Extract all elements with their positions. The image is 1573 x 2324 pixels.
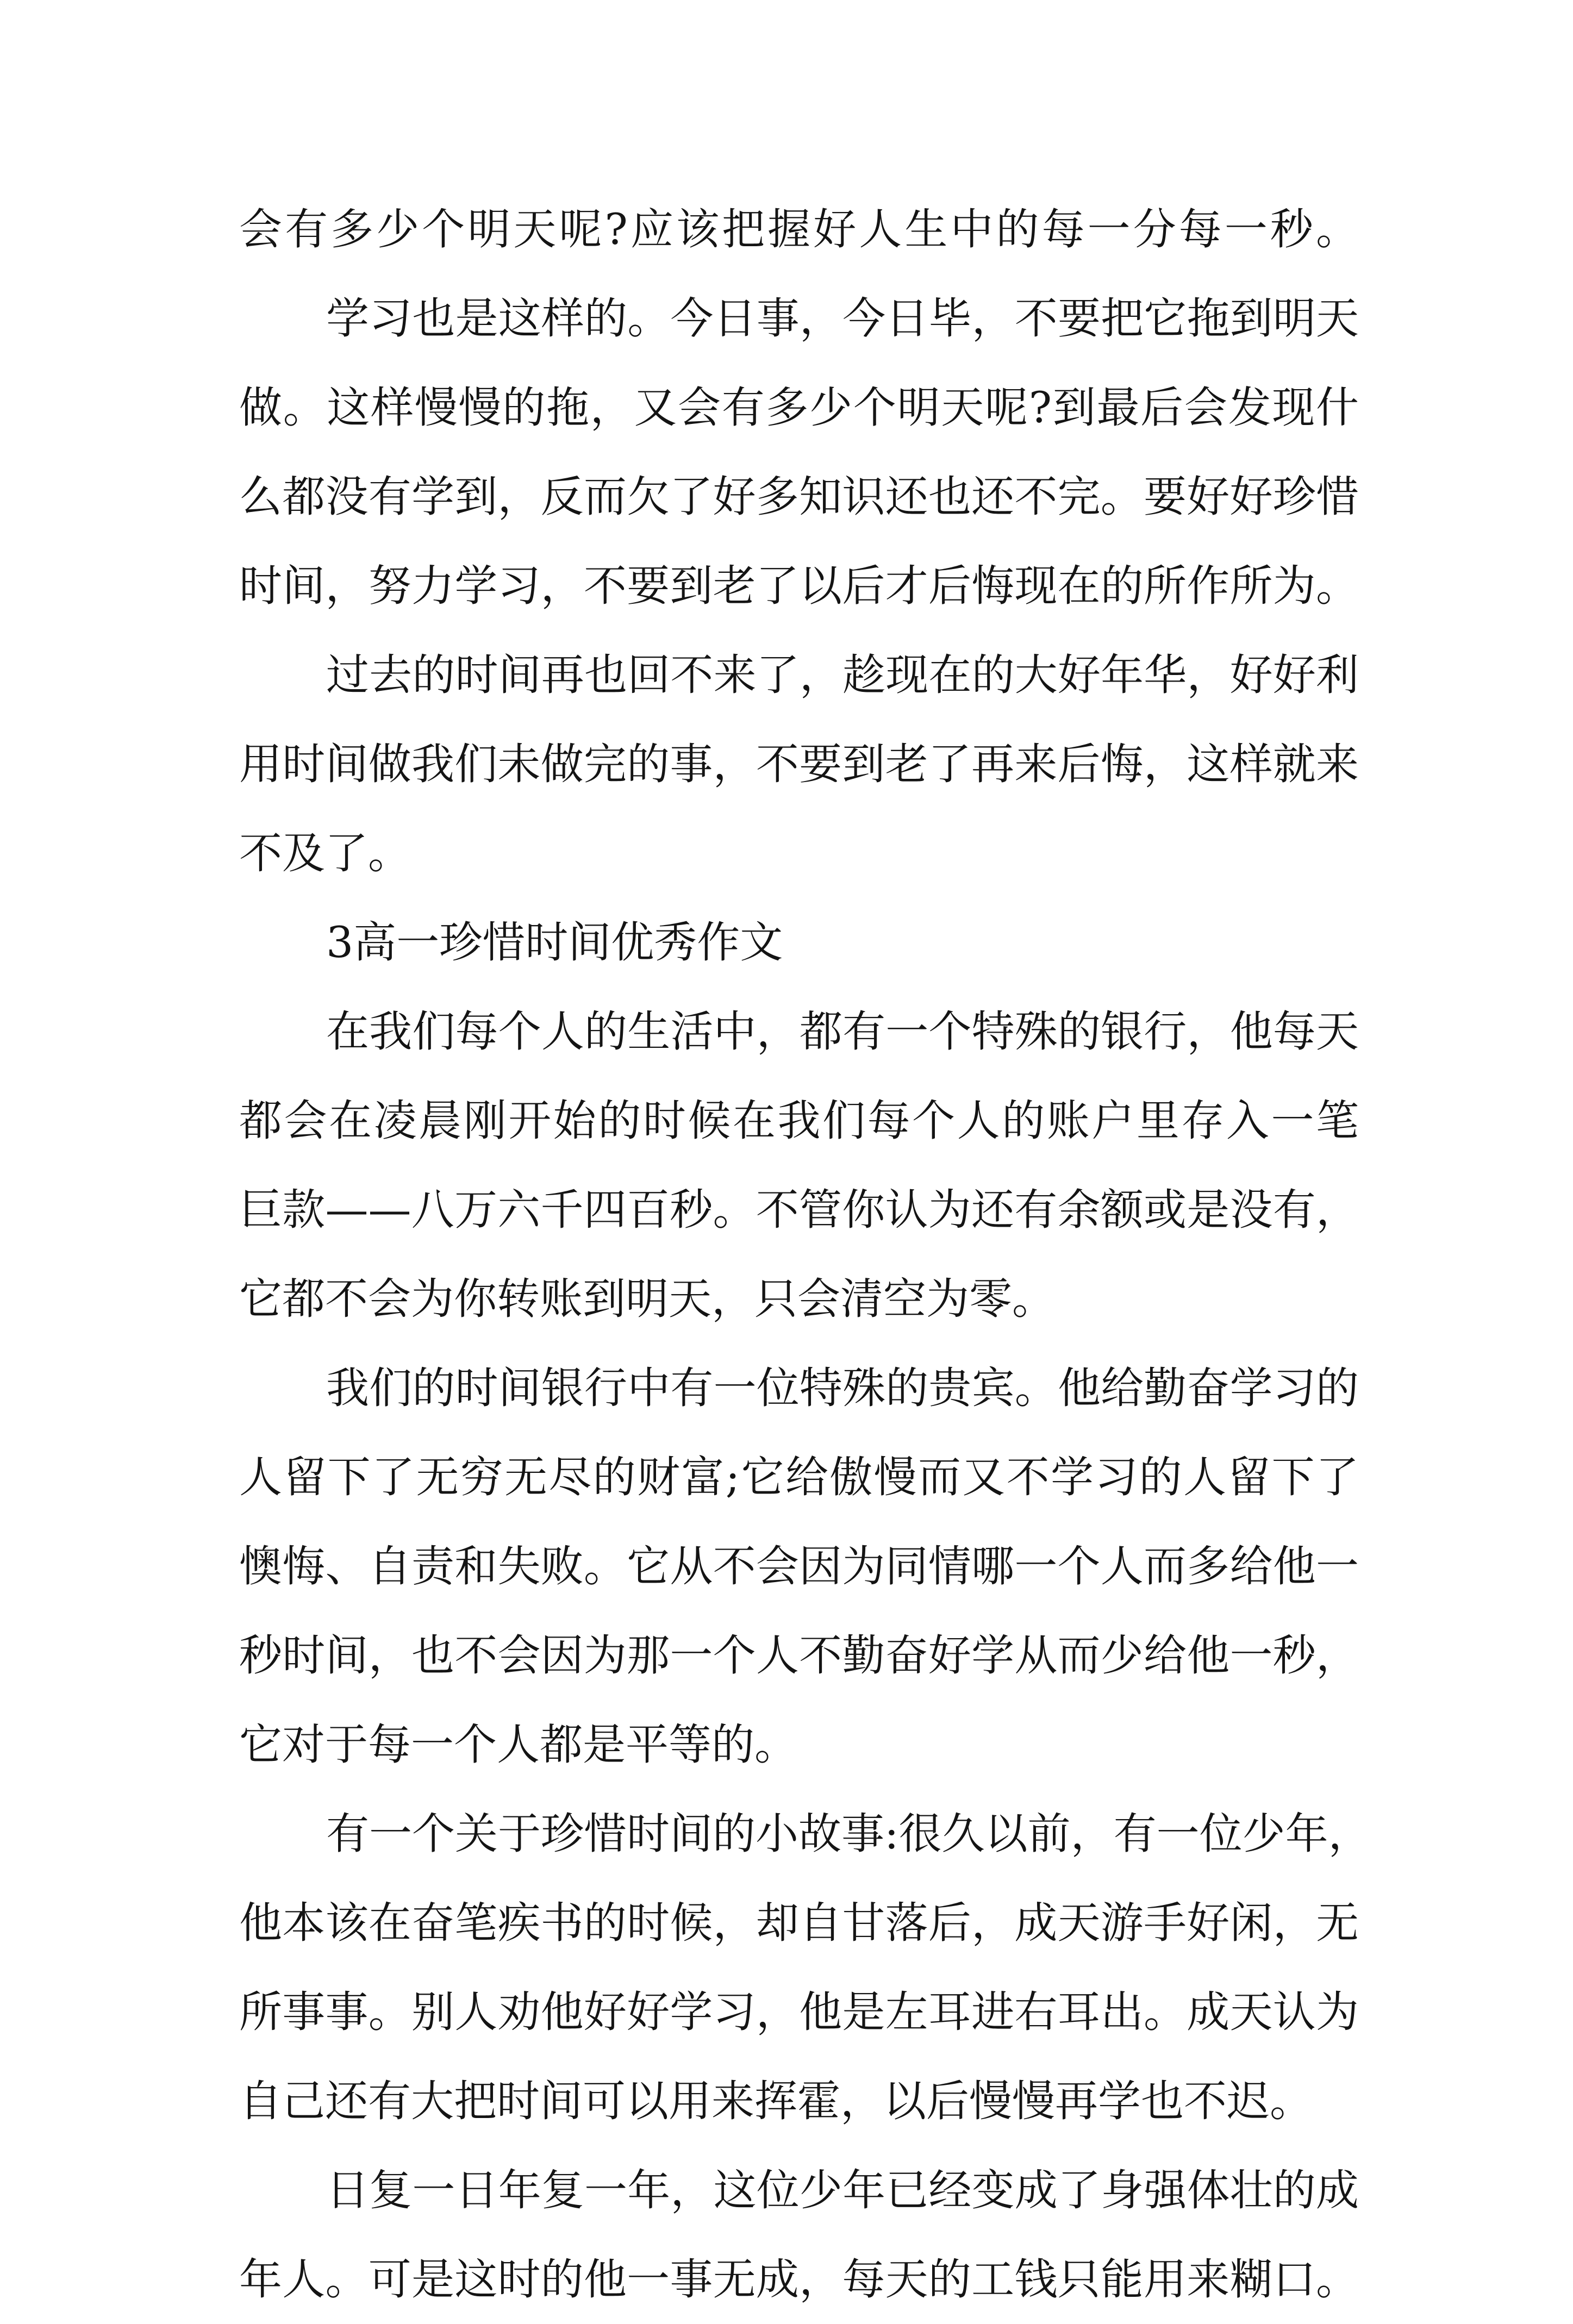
paragraph-end-line: 自己还有大把时间可以用来挥霍，以后慢慢再学也不迟。 — [239, 2076, 1313, 2126]
text-line: 巨款——八万六千四百秒。不管你认为还有余额或是没有， — [239, 1185, 1359, 1235]
paragraph-start-line: 过去的时间再也回不来了，趁现在的大好年华，好好利 — [326, 650, 1359, 700]
paragraph-start-line: 日复一日年复一年，这位少年已经变成了身强体壮的成 — [326, 2165, 1359, 2215]
text-line: 么都没有学到，反而欠了好多知识还也还不完。要好好珍惜 — [239, 472, 1359, 522]
text-line: 所事事。别人劝他好好学习，他是左耳进右耳出。成天认为 — [239, 1987, 1359, 2037]
text-line: 年人。可是这时的他一事无成，每天的工钱只能用来糊口。 — [239, 2254, 1359, 2304]
paragraph-end-line: 它对于每一个人都是平等的。 — [239, 1720, 797, 1770]
paragraph-start-line: 学习也是这样的。今日事，今日毕，不要把它拖到明天 — [326, 293, 1359, 343]
text-line: 会有多少个明天呢?应该把握好人生中的每一分每一秒。 — [239, 204, 1359, 254]
text-line: 做。这样慢慢的拖，又会有多少个明天呢?到最后会发现什 — [239, 383, 1359, 433]
section-heading: 3高一珍惜时间优秀作文 — [326, 917, 783, 967]
text-line: 秒时间，也不会因为那一个人不勤奋好学从而少给他一秒， — [239, 1630, 1359, 1680]
paragraph-start-line: 有一个关于珍惜时间的小故事:很久以前，有一位少年， — [326, 1809, 1371, 1859]
paragraph-end-line: 它都不会为你转账到明天，只会清空为零。 — [239, 1274, 1055, 1324]
paragraph-end-line: 不及了。 — [239, 828, 411, 878]
paragraph-start-line: 我们的时间银行中有一位特殊的贵宾。他给勤奋学习的 — [326, 1363, 1359, 1413]
text-line: 都会在凌晨刚开始的时候在我们每个人的账户里存入一笔 — [239, 1096, 1359, 1146]
essay-body — [239, 185, 1371, 2324]
text-line: 人留下了无穷无尽的财富;它给傲慢而又不学习的人留下了 — [239, 1452, 1359, 1502]
text-line: 懊悔、自责和失败。它从不会因为同情哪一个人而多给他一 — [239, 1541, 1359, 1591]
paragraph-start-line: 在我们每个人的生活中，都有一个特殊的银行，他每天 — [326, 1007, 1359, 1057]
text-line: 用时间做我们未做完的事，不要到老了再来后悔，这样就来 — [239, 739, 1359, 789]
text-line: 时间，努力学习，不要到老了以后才后悔现在的所作所为。 — [239, 561, 1359, 611]
text-line: 他本该在奋笔疾书的时候，却自甘落后，成天游手好闲，无 — [239, 1898, 1359, 1948]
